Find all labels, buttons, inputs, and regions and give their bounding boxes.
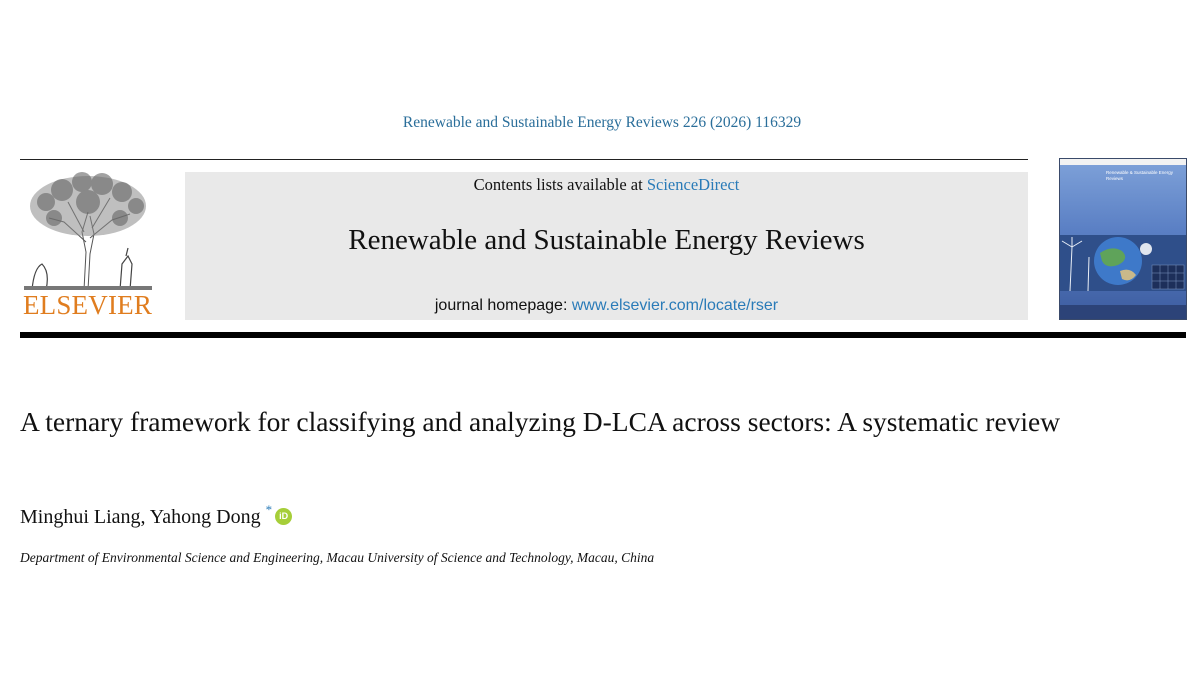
elsevier-tree-logo-icon [24,172,152,290]
header-thick-rule [20,332,1186,338]
elsevier-wordmark: ELSEVIER [22,290,153,320]
header-top-rule [20,159,1028,160]
journal-banner [185,172,1028,320]
orcid-icon[interactable]: iD [275,508,292,525]
article-title: A ternary framework for classifying and analyzing D-LCA across sectors: A systematic review [20,406,1061,437]
citation-line[interactable]: Renewable and Sustainable Energy Reviews 226 (2026) 116329 [402,114,802,131]
homepage-line [185,297,1028,315]
contents-prefix: Contents lists available at [473,175,647,194]
journal-cover[interactable] [1059,158,1187,320]
contents-line [185,175,1028,195]
corresponding-author-mark[interactable]: * [265,502,273,517]
affiliation: Department of Environmental Science and Engineering, Macau University of Science and Technology, Macau, China [20,550,655,565]
cover-footer [1060,305,1186,319]
author-line [20,502,292,529]
elsevier-logo[interactable] [20,172,155,324]
sciencedirect-link[interactable]: ScienceDirect [646,175,740,194]
cover-top-bar [1060,159,1186,165]
cover-title: Renewable & Sustainable Energy Reviews [1106,170,1174,181]
authors[interactable]: Minghui Liang, Yahong Dong [20,506,261,528]
journal-homepage-link[interactable]: www.elsevier.com/locate/rser [571,297,779,314]
homepage-prefix: journal homepage: [434,297,572,314]
journal-cover-image-icon [1060,235,1186,291]
journal-title: Renewable and Sustainable Energy Reviews [348,224,865,256]
